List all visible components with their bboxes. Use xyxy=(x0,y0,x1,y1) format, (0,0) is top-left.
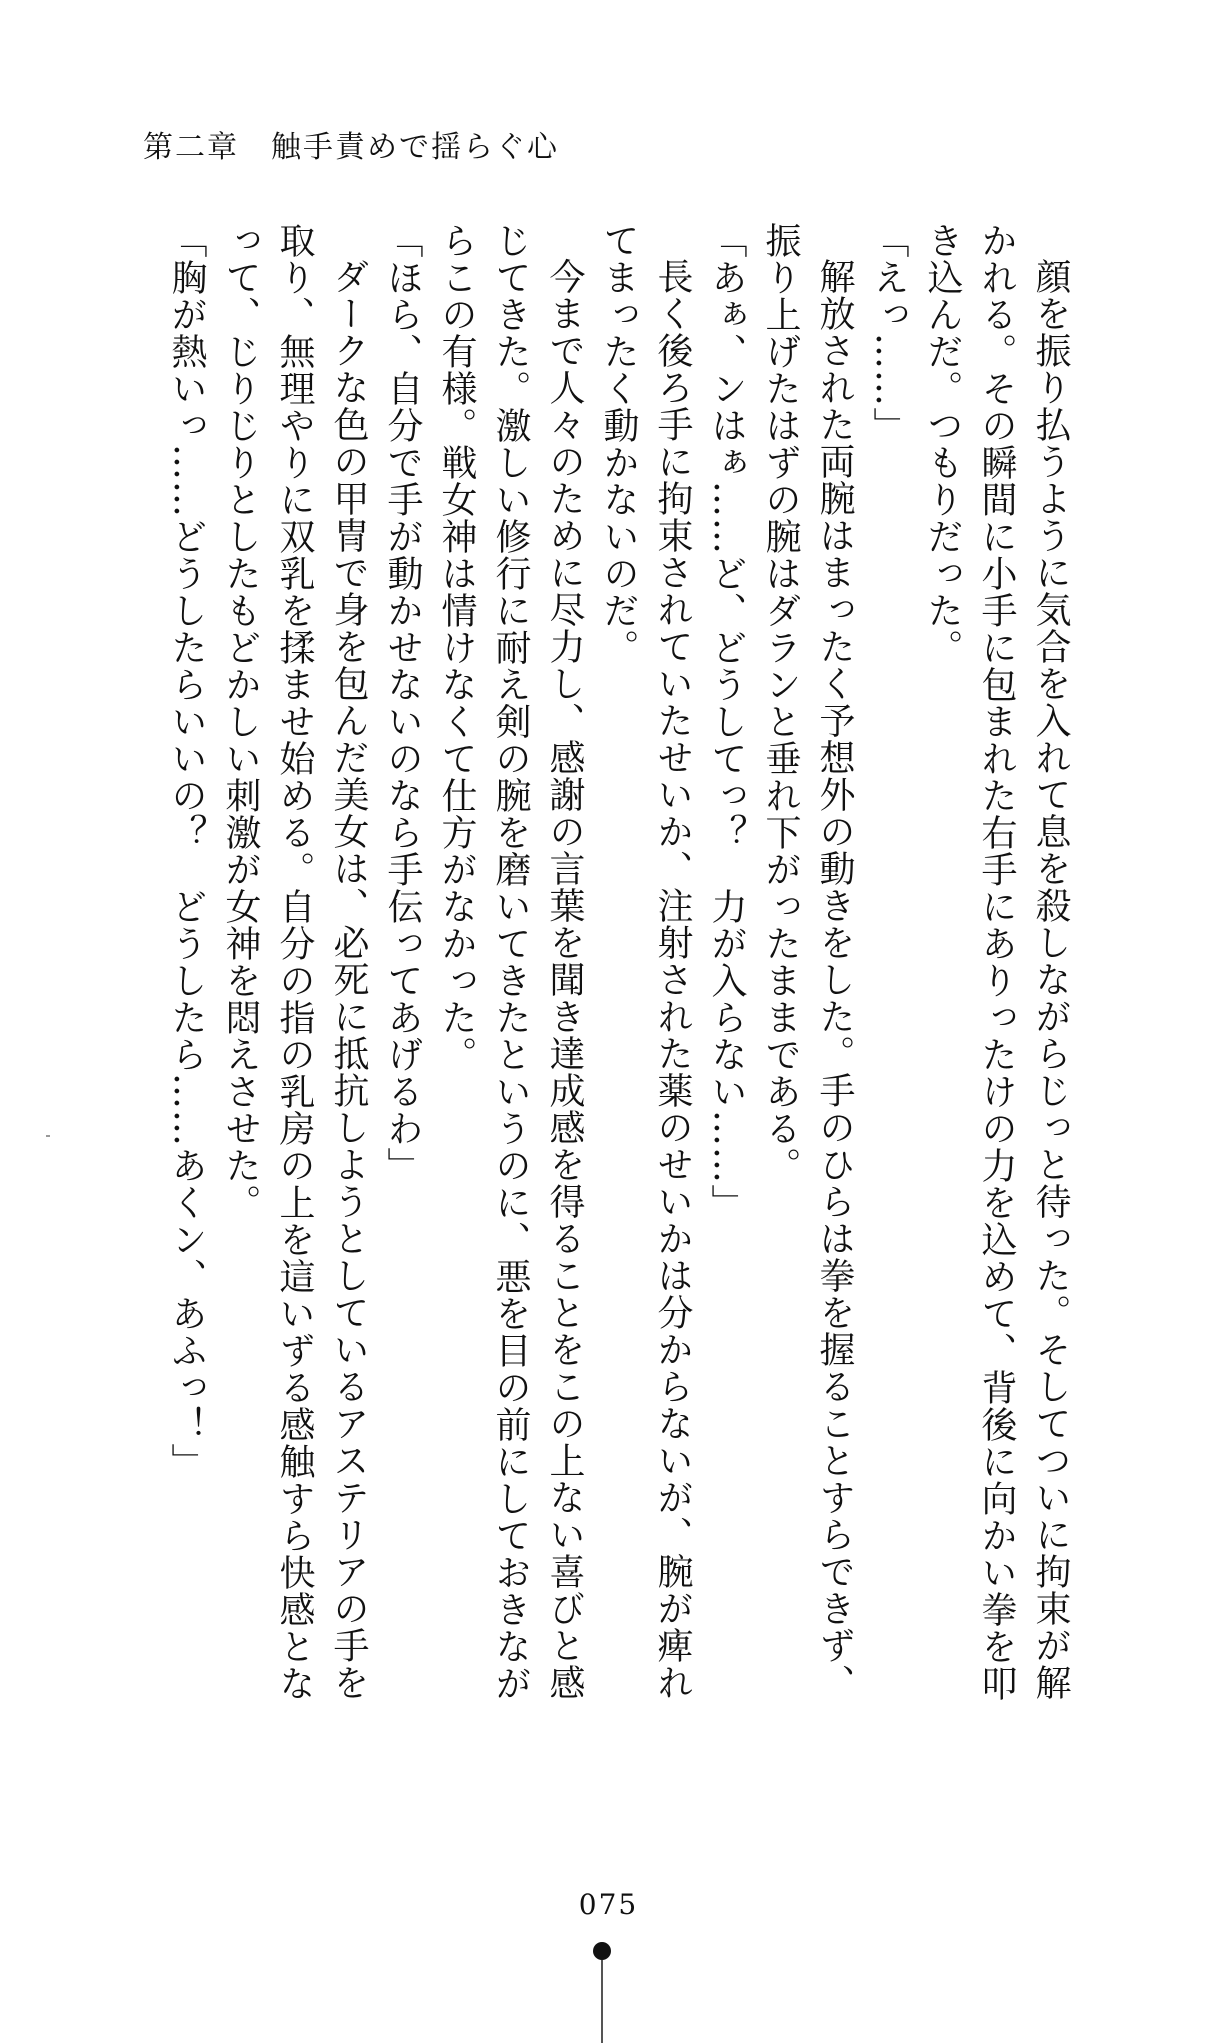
paragraph: 長く後ろ手に拘束されていたせいか、注射された薬のせいかは分からないが、腕が痺れてまったく動かないのだ。 xyxy=(598,222,693,1701)
paragraph: 今まで人々のために尽力し、感謝の言葉を聞き達成感を得ることをこの上ない喜びと感じてきた。激しい修行に耐え剣の腕を磨いてきたというのに、悪を目の前にしておきながらこの有様。戦女神は情けなくて仕方がなかった。 xyxy=(436,222,585,1702)
dialogue-line: 「ほら、自分で手が動かせないのなら手伝ってあげるわ」 xyxy=(382,222,423,1184)
dialogue-line: 「胸が熱いっ……どうしたらいいの？ どうしたら……あくン、あふっ！」 xyxy=(166,222,207,1480)
paragraph: 解放された両腕はまったく予想外の動きをした。手のひらは拳を握ることすらできず、振り上げたはずの腕はダランと垂れ下がったままである。 xyxy=(760,222,855,1701)
paragraph: 顔を振り払うように気合を入れて息を殺しながらじっと待った。そしてついに拘束が解かれる。その瞬間に小手に包まれた右手にありったけの力を込めて、背後に向かい拳を叩き込んだ。つもりだった。 xyxy=(922,222,1071,1702)
body-text xyxy=(117,222,1077,1722)
page-number: 075 xyxy=(578,1888,639,1921)
running-header: 第二章 触手責めで揺らぐ心 xyxy=(143,130,559,165)
dialogue-line: 「えっ……」 xyxy=(868,222,909,444)
scan-speck xyxy=(46,1135,50,1137)
paragraph: ダークな色の甲冑で身を包んだ美女は、必死に抵抗しようとしているアステリアの手を取り、無理やりに双乳を揉ませ始める。自分の指の乳房の上を這いずる感触すら快感となって、じりじりとしたもどかしい刺激が女神を悶えさせた。 xyxy=(220,222,369,1702)
page-marker-rule xyxy=(601,1960,603,2043)
page-marker-dot xyxy=(593,1942,611,1960)
dialogue-line: 「あぁ、ンはぁ……ど、どうしてっ？ 力が入らない……」 xyxy=(706,222,747,1221)
